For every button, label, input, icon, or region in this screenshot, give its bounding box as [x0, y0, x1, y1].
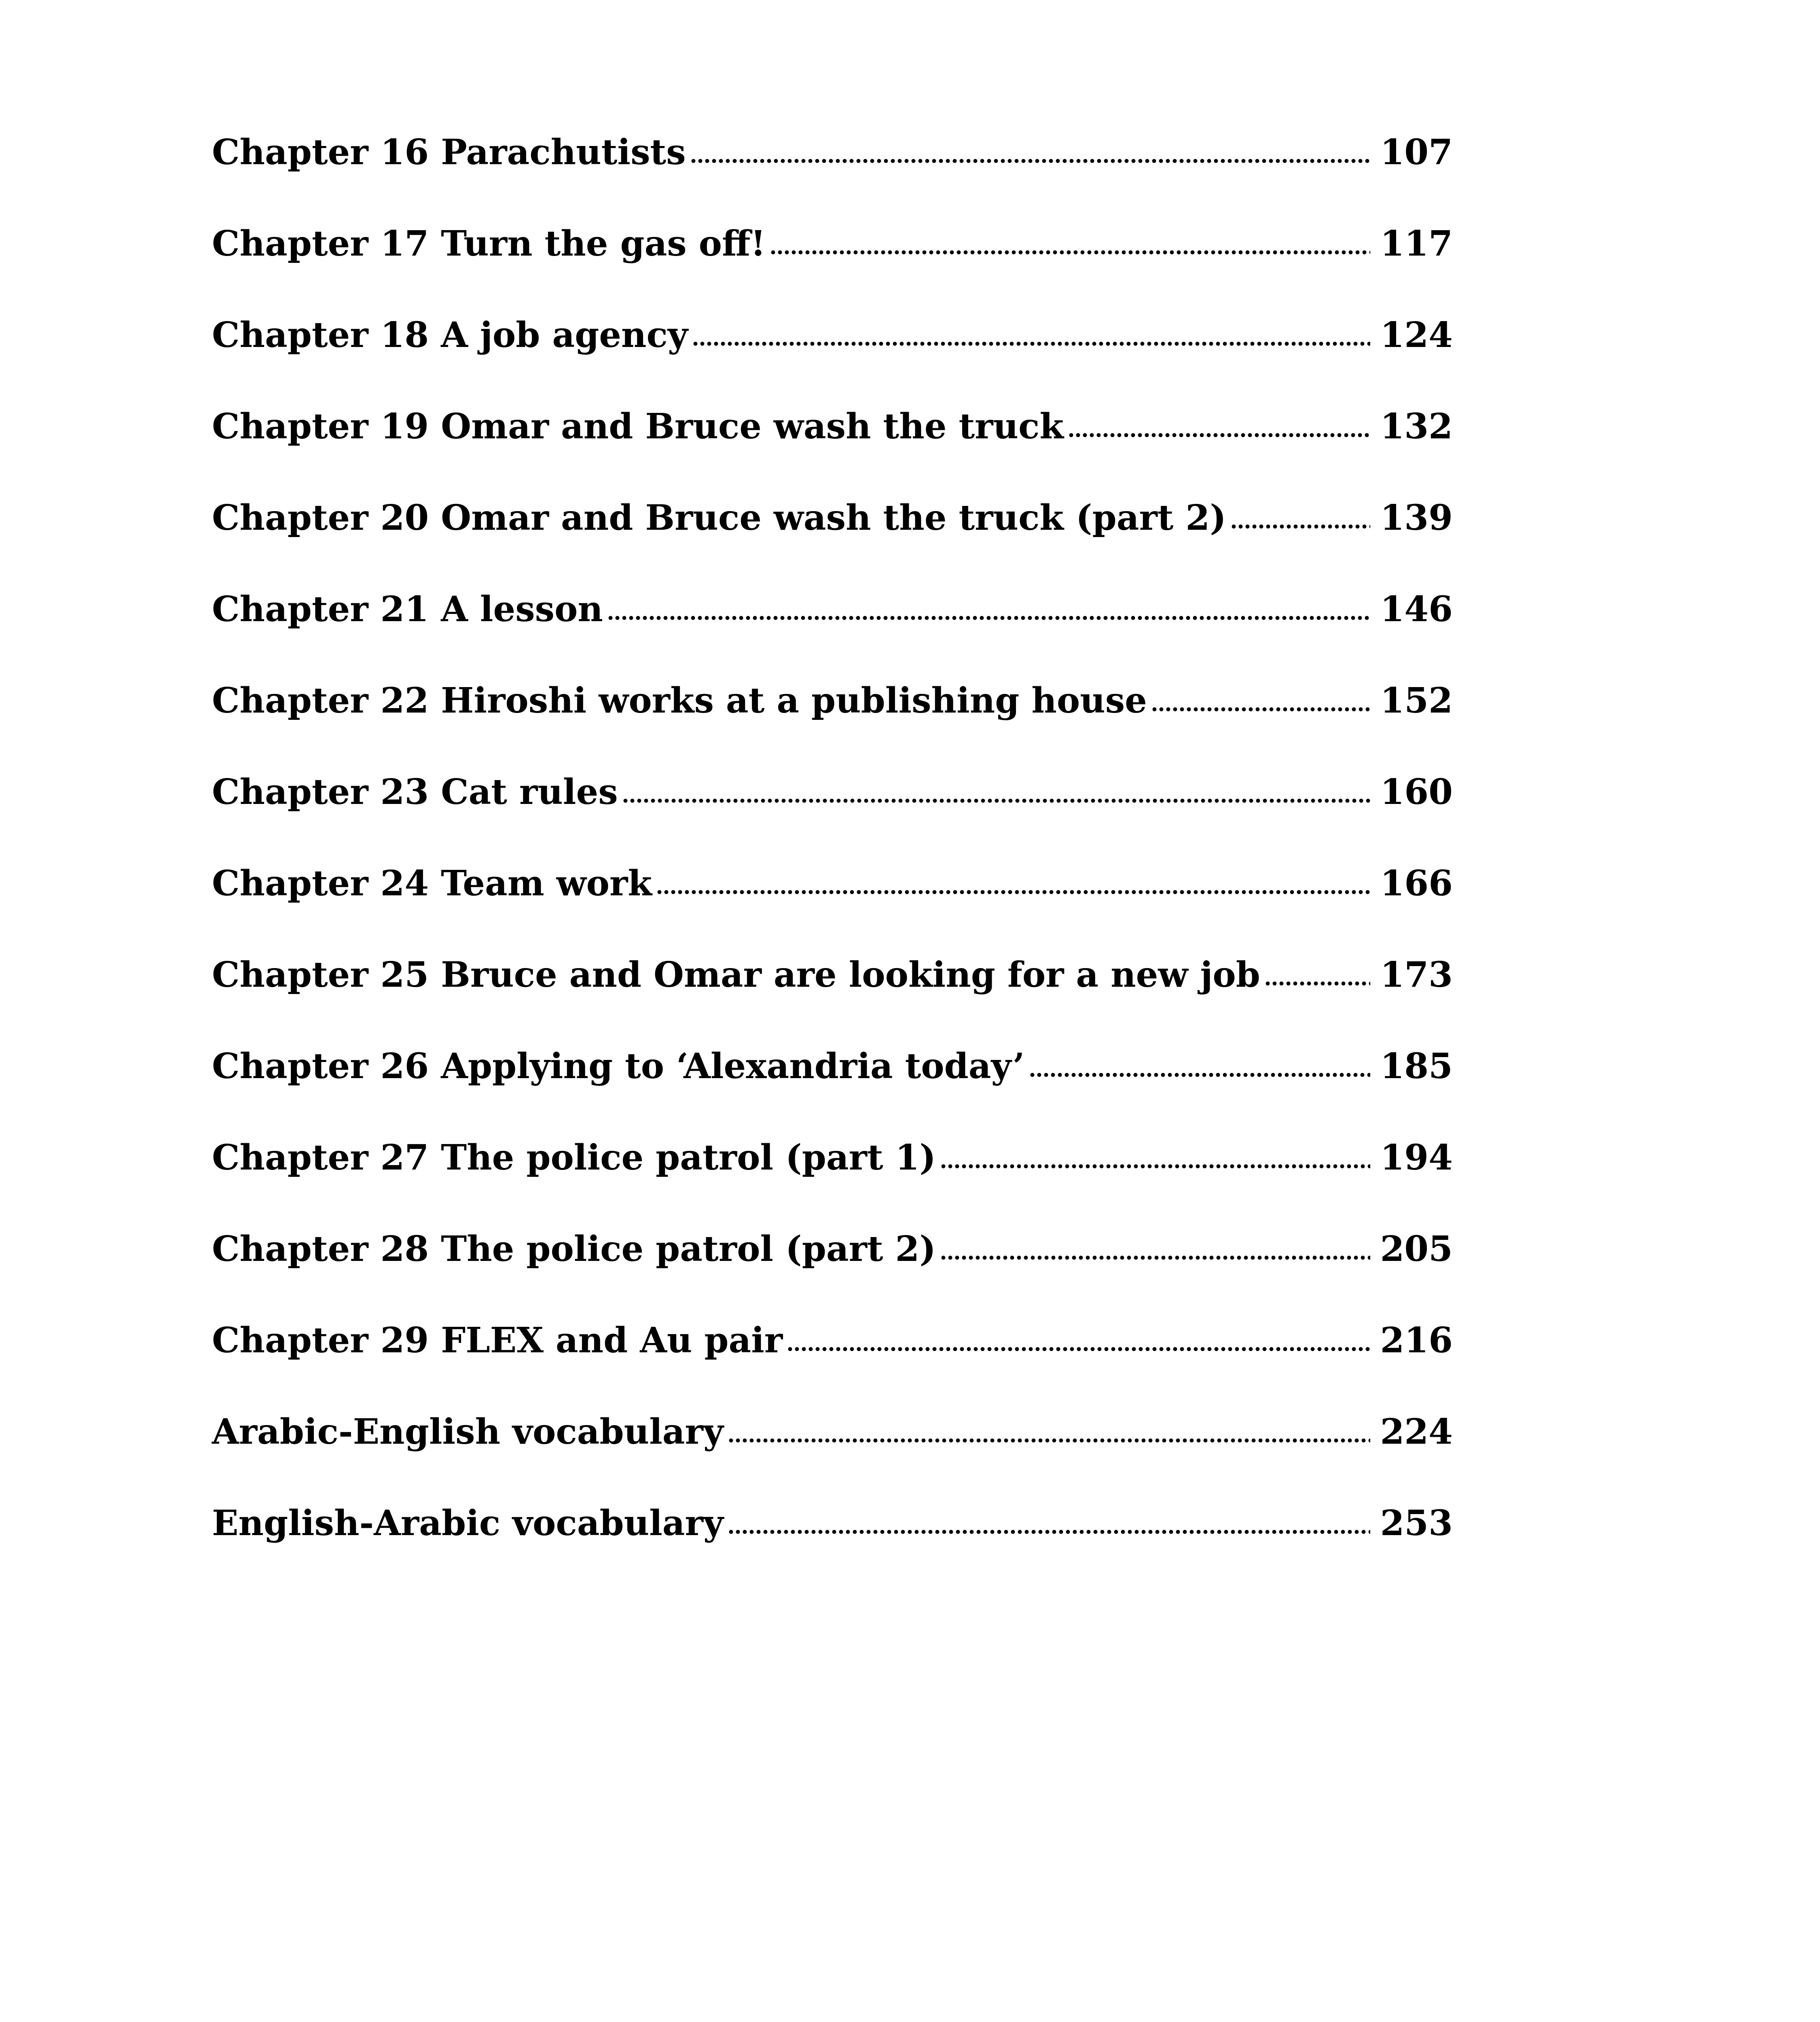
toc-entry-title: Chapter 17 Turn the gas off! [212, 223, 766, 264]
toc-entry-page: 152 [1380, 680, 1453, 721]
toc-entry-page: 205 [1380, 1229, 1453, 1269]
toc-entry-chapter-17[interactable] [212, 201, 1453, 264]
toc-entry-chapter-28[interactable] [212, 1206, 1453, 1267]
toc-entry-title: Chapter 25 Bruce and Omar are looking for a new job [212, 954, 1260, 995]
toc-entry-title: Chapter 19 Omar and Bruce wash the truck [212, 406, 1064, 447]
toc-entry-title: Chapter 16 Parachutists [212, 132, 686, 173]
dot-leader [1264, 979, 1371, 988]
toc-entry-page: 253 [1380, 1503, 1453, 1544]
dot-leader [940, 1254, 1370, 1262]
dot-leader [1029, 1071, 1371, 1079]
toc-entry-chapter-25[interactable] [212, 932, 1453, 995]
toc-entry-page: 146 [1380, 589, 1453, 630]
dot-leader [607, 614, 1371, 622]
toc-entry-chapter-22[interactable] [212, 658, 1453, 721]
toc-entry-page: 160 [1380, 772, 1453, 812]
dot-leader [690, 157, 1371, 165]
toc-entry-page: 166 [1380, 863, 1453, 904]
toc-entry-page: 185 [1380, 1046, 1453, 1087]
toc-entry-chapter-26[interactable] [212, 1023, 1453, 1087]
toc-entry-arabic-english-vocabulary[interactable] [212, 1389, 1453, 1452]
toc-entry-title: Arabic-English vocabulary [212, 1411, 724, 1452]
toc-entry-title: Chapter 20 Omar and Bruce wash the truck (part 2) [212, 497, 1226, 538]
toc-entry-chapter-20[interactable] [212, 475, 1453, 538]
toc-entry-chapter-24[interactable] [212, 840, 1453, 904]
toc-entry-chapter-18[interactable] [212, 292, 1453, 353]
toc-entry-title: Chapter 29 FLEX and Au pair [212, 1320, 783, 1361]
toc-entry-page: 224 [1380, 1411, 1453, 1452]
dot-leader [940, 1162, 1370, 1170]
toc-entry-title: Chapter 28 The police patrol (part 2) [212, 1229, 936, 1269]
toc-entry-title: Chapter 26 Applying to ‘Alexandria today’ [212, 1046, 1025, 1087]
dot-leader [692, 340, 1371, 348]
toc-entry-page: 124 [1380, 315, 1453, 355]
toc-entry-title: Chapter 21 A lesson [212, 589, 603, 630]
dot-leader [622, 797, 1371, 805]
toc-entry-chapter-27[interactable] [212, 1115, 1453, 1178]
toc-entry-chapter-19[interactable] [212, 383, 1453, 447]
toc-entry-page: 173 [1380, 954, 1453, 995]
toc-entry-title: English-Arabic vocabulary [212, 1503, 724, 1544]
dot-leader [1151, 705, 1371, 713]
toc-entry-chapter-16[interactable] [212, 109, 1453, 173]
dot-leader [656, 888, 1371, 896]
toc-entry-title: Chapter 23 Cat rules [212, 772, 618, 812]
dot-leader [787, 1345, 1370, 1353]
dot-leader [1068, 431, 1371, 439]
dot-leader [728, 1436, 1371, 1445]
toc-entry-english-arabic-vocabulary[interactable] [212, 1480, 1453, 1544]
toc-entry-title: Chapter 24 Team work [212, 863, 652, 904]
toc-entry-title: Chapter 27 The police patrol (part 1) [212, 1137, 936, 1178]
toc-entry-page: 117 [1380, 223, 1453, 264]
dot-leader [728, 1528, 1371, 1536]
toc-entry-page: 107 [1380, 132, 1453, 173]
toc-entry-title: Chapter 18 A job agency [212, 315, 688, 355]
toc-entry-page: 216 [1380, 1320, 1453, 1361]
toc-entry-page: 132 [1380, 406, 1453, 447]
toc-entry-page: 139 [1380, 497, 1453, 538]
toc-entry-chapter-21[interactable] [212, 566, 1453, 630]
toc-entry-chapter-29[interactable] [212, 1297, 1453, 1361]
toc-entry-page: 194 [1380, 1137, 1453, 1178]
toc-entry-title: Chapter 22 Hiroshi works at a publishing house [212, 680, 1147, 721]
dot-leader [1230, 522, 1371, 531]
dot-leader [770, 248, 1370, 256]
toc-entry-chapter-23[interactable] [212, 749, 1453, 810]
